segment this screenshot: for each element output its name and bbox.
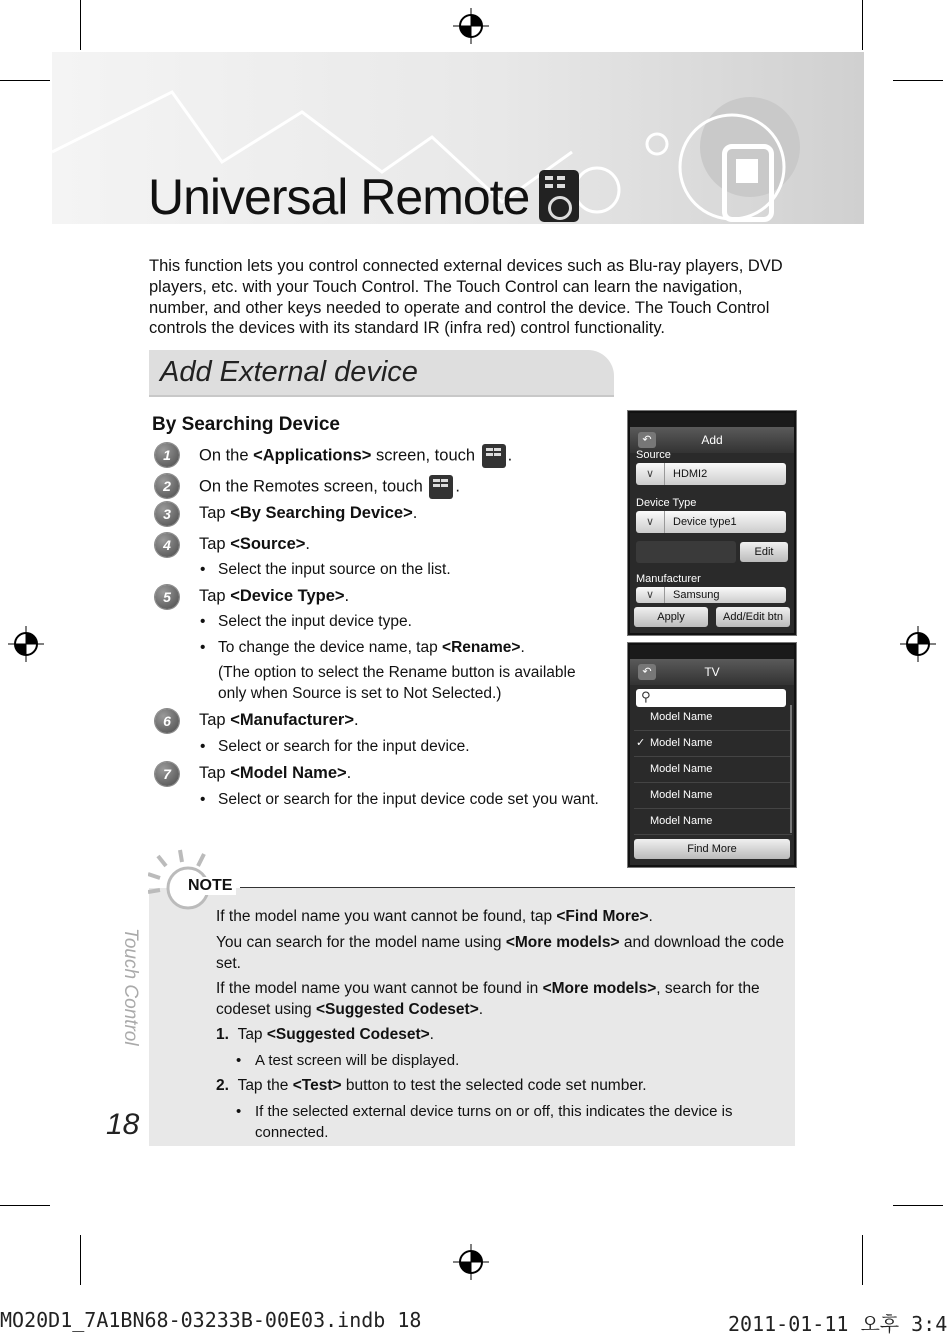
device-type-label: Device Type: [636, 497, 697, 509]
step-2: On the Remotes screen, touch .: [199, 475, 460, 499]
note-bullet: • A test screen will be displayed.: [236, 1051, 776, 1072]
phone-icon: [722, 144, 774, 222]
device-type-dropdown[interactable]: ∨ Device type1: [636, 511, 786, 533]
list-item[interactable]: Model Name: [634, 705, 792, 731]
registration-mark-icon: [8, 626, 44, 662]
step-number: 4: [155, 533, 179, 557]
step-7: Tap <Model Name>.: [199, 764, 352, 782]
footer-file: MO20D1_7A1BN68-03233B-00E03.indb 18: [0, 1308, 422, 1332]
find-more-button[interactable]: Find More: [634, 839, 790, 859]
step-number: 7: [155, 762, 179, 786]
add-device-screen: [628, 411, 796, 635]
bullet: • Select the input device type.: [200, 613, 412, 631]
list-item[interactable]: ✓ Model Name: [634, 731, 792, 757]
footer-date: 2011-01-11 오후 3:4: [728, 1312, 948, 1336]
source-dropdown[interactable]: ∨ HDMI2: [636, 463, 786, 485]
chevron-down-icon: ∨: [636, 511, 665, 533]
page-title: Universal Remote: [148, 169, 530, 225]
manufacturer-label: Manufacturer: [636, 573, 701, 585]
intro-paragraph: This function lets you control connected external devices such as Blu-ray players, DVD players, etc. with your Touch Control. The Touch Control can learn the navigation, number, and other keys needed to operate and control the device. The Touch Control controls the devices with its standard IR (infra red) control functionality.: [149, 257, 783, 338]
search-icon: ⚲: [641, 689, 651, 704]
chevron-down-icon: ∨: [636, 463, 665, 485]
crop-mark: [862, 1235, 863, 1285]
note-numbered-item: 1. Tap <Suggested Codeset>.: [216, 1026, 434, 1043]
list-item[interactable]: Model Name: [634, 783, 792, 809]
rename-note: only when Source is set to Not Selected.): [218, 685, 502, 702]
note-bullet: • If the selected external device turns on or off, this indicates the device is connected.: [236, 1102, 776, 1143]
crop-mark: [893, 80, 943, 81]
page-number: 18: [106, 1108, 140, 1141]
step-number: 2: [155, 474, 179, 498]
crop-mark: [862, 0, 863, 50]
apply-button[interactable]: Apply: [634, 607, 708, 627]
screen-header: ↶ Add: [630, 427, 794, 453]
chevron-down-icon: ∨: [636, 587, 665, 603]
list-item[interactable]: Model Name: [634, 757, 792, 783]
note-divider: [240, 887, 795, 888]
checkmark-icon: ✓: [636, 737, 646, 749]
scrollbar[interactable]: [790, 705, 792, 833]
screen-header: ↶ TV: [630, 659, 794, 685]
note-paragraph: You can search for the model name using <More models> and download the code set.: [216, 934, 785, 972]
remote-icon: [539, 170, 579, 222]
note-paragraph: If the model name you want cannot be found, tap <Find More>.: [216, 908, 653, 925]
source-label: Source: [636, 449, 671, 461]
crop-mark: [80, 0, 81, 50]
bullet: • Select or search for the input device code set you want.: [200, 791, 599, 809]
crop-mark: [80, 1235, 81, 1285]
registration-mark-icon: [453, 8, 489, 44]
back-icon[interactable]: ↶: [638, 432, 656, 448]
step-number: 6: [155, 709, 179, 733]
step-3: Tap <By Searching Device>.: [199, 504, 418, 522]
bullet: • To change the device name, tap <Rename>.: [200, 639, 525, 657]
add-edit-button[interactable]: Add/Edit btn: [716, 607, 790, 627]
rename-field[interactable]: [636, 541, 736, 563]
registration-mark-icon: [453, 1244, 489, 1280]
step-5: Tap <Device Type>.: [199, 587, 350, 605]
note-label: NOTE: [184, 877, 236, 895]
step-number: 1: [155, 443, 179, 467]
rename-note: (The option to select the Rename button is available: [218, 664, 576, 681]
crop-mark: [0, 1205, 50, 1206]
step-number: 5: [155, 585, 179, 609]
status-bar: [630, 413, 794, 427]
note-paragraph: If the model name you want cannot be found in <More models>, search for the codeset using <Suggested Codeset>.: [216, 980, 760, 1018]
section-title: Add External device: [160, 356, 418, 388]
subheading: By Searching Device: [152, 414, 340, 435]
applications-icon: [482, 444, 506, 468]
crop-mark: [0, 80, 50, 81]
edit-button[interactable]: Edit: [740, 542, 788, 562]
add-remote-icon: [429, 475, 453, 499]
registration-mark-icon: [900, 626, 936, 662]
note-numbered-item: 2. Tap the <Test> button to test the selected code set number.: [216, 1077, 647, 1094]
status-bar: [630, 645, 794, 659]
manufacturer-dropdown[interactable]: ∨ Samsung: [636, 587, 786, 603]
side-label: Touch Control: [120, 928, 141, 1046]
bullet: • Select the input source on the list.: [200, 561, 451, 579]
crop-mark: [893, 1205, 943, 1206]
step-4: Tap <Source>.: [199, 535, 310, 553]
step-6: Tap <Manufacturer>.: [199, 711, 359, 729]
model-list-screen: [628, 643, 796, 867]
step-1: On the <Applications> screen, touch .: [199, 444, 512, 468]
list-item[interactable]: Model Name: [634, 809, 792, 835]
back-icon[interactable]: ↶: [638, 664, 656, 680]
step-number: 3: [155, 502, 179, 526]
bullet: • Select or search for the input device.: [200, 738, 470, 756]
